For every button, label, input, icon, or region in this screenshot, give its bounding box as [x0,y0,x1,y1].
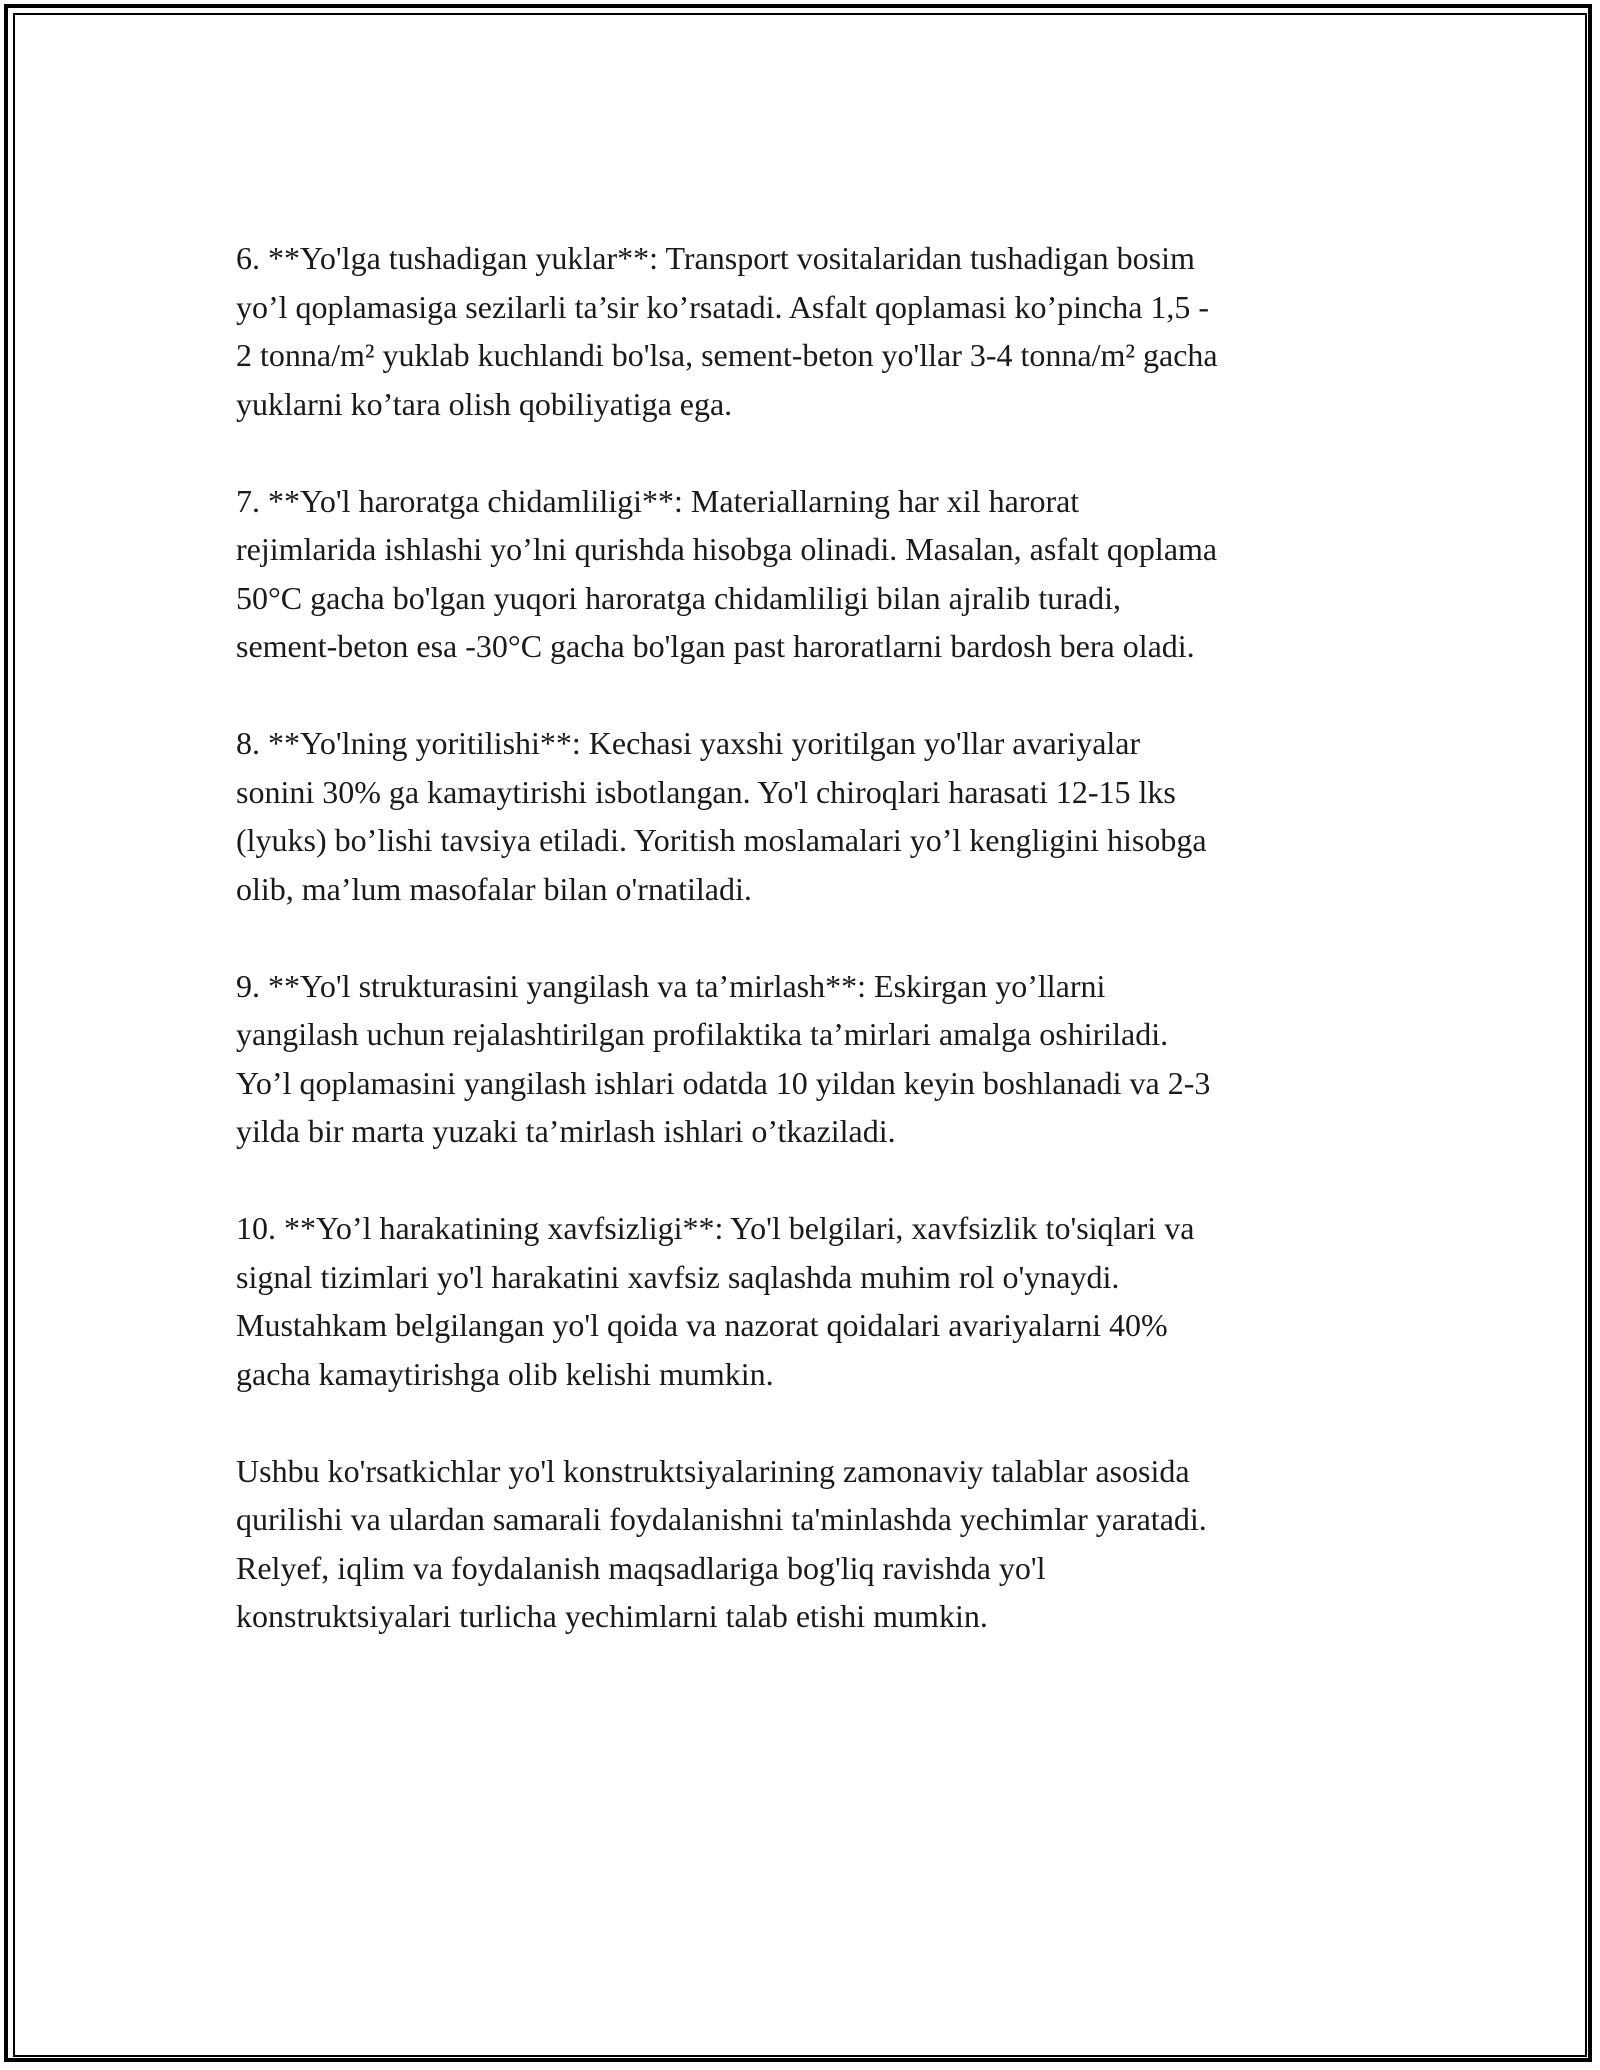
paragraph-item-6: 6. **Yo'lga tushadigan yuklar**: Transport vositalaridan tushadigan bosim yo’l qoplamasiga sezilarli ta’sir ko’rsatadi. Asfalt qoplamasi ko’pincha 1,5 - 2 tonna/m² yuklab kuchlandi bo'lsa, sement-beton yo'llar 3-4 tonna/m² gacha yuklarni ko’tara olish qobiliyatiga ega. [236,240,1218,422]
paragraph-summary: Ushbu ko'rsatkichlar yo'l konstruktsiyalarining zamonaviy talablar asosida qurilishi va ulardan samarali foydalanishni ta'minlashda yechimlar yaratadi. Relyef, iqlim va foydalanish maqsadlariga bog'liq ravishda yo'l konstruktsiyalari turlicha yechimlarni talab etishi mumkin. [236,1452,1207,1634]
paragraph-item-10: 10. **Yo’l harakatining xavfsizligi**: Yo'l belgilari, xavfsizlik to'siqlari va signal tizimlari yo'l harakatini xavfsiz saqlashda muhim rol o'ynaydi. Mustahkam belgilangan yo'l qoida va nazorat qoidalari avariyalarni 40% gacha kamaytirishga olib kelishi mumkin. [236,1210,1195,1392]
paragraph-item-9: 9. **Yo'l strukturasini yangilash va ta’mirlash**: Eskirgan yo’llarni yangilash uchun rejalashtirilgan profilaktika ta’mirlari amalga oshiriladi. Yo’l qoplamasini yangilash ishlari odatda 10 yildan keyin boshlanadi va 2-3 yilda bir marta yuzaki ta’mirlash ishlari o’tkaziladi. [236,967,1211,1149]
paragraph-item-7: 7. **Yo'l haroratga chidamliligi**: Materiallarning har xil harorat rejimlarida ishlashi yo’lni qurishda hisobga olinadi. Masalan, asfalt qoplama 50°C gacha bo'lgan yuqori haroratga chidamliligi bilan ajralib turadi, sement-beton esa -30°C gacha bo'lgan past haroratlarni bardosh bera oladi. [236,482,1218,664]
document-body [236,234,1366,1689]
paragraph-item-8: 8. **Yo'lning yoritilishi**: Kechasi yaxshi yoritilgan yo'llar avariyalar sonini 30% ga kamaytirishi isbotlangan. Yo'l chiroqlari harasati 12-15 lks (lyuks) bo’lishi tavsiya etiladi. Yoritish moslamalari yo’l kengligini hisobga olib, ma’lum masofalar bilan o'rnatiladi. [236,725,1207,907]
